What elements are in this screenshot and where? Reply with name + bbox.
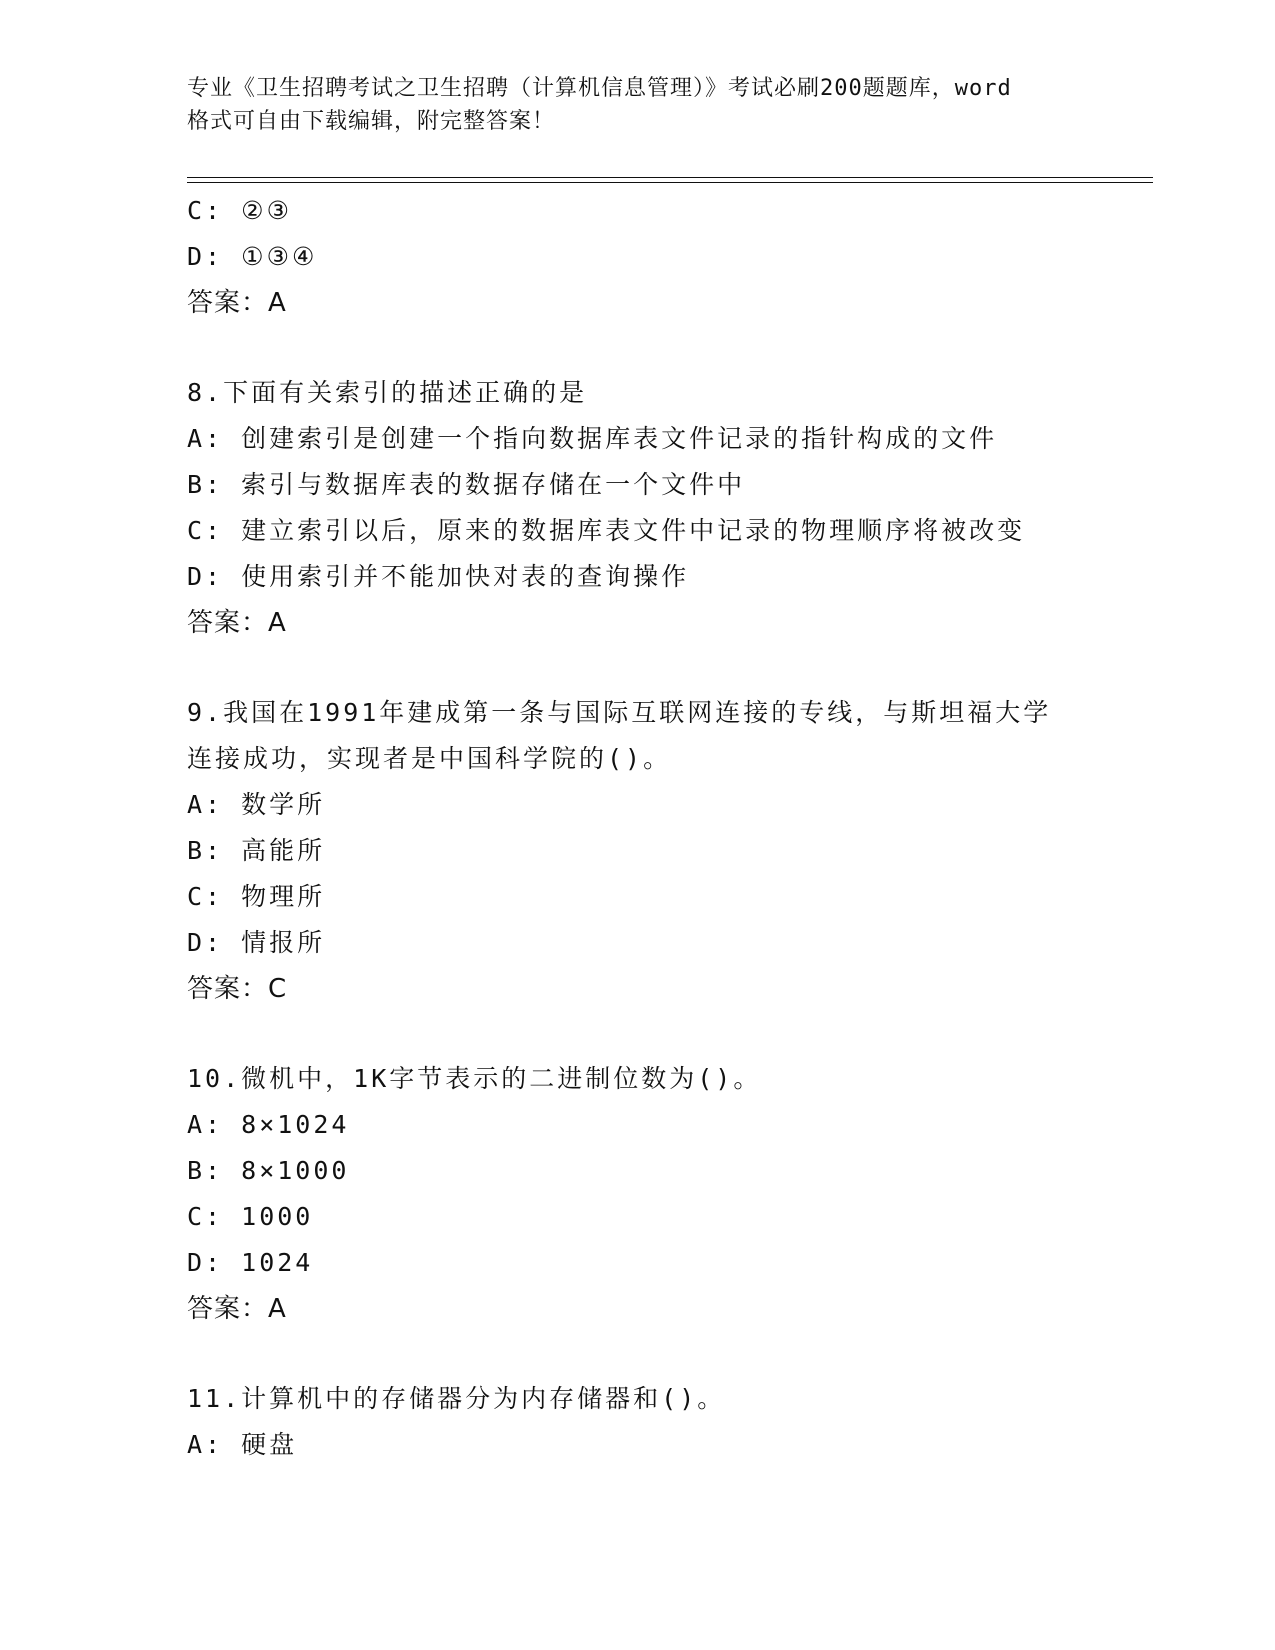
spacer [187, 1012, 1147, 1056]
question-10 [187, 1056, 1147, 1332]
question-9 [187, 690, 1147, 1012]
option-a: A: 硬盘 [187, 1430, 298, 1459]
option-a: A: 8×1024 [187, 1110, 350, 1139]
option-d: D: 使用索引并不能加快对表的查询操作 [187, 562, 690, 591]
document-header [187, 72, 1087, 138]
header-line-2: 格式可自由下载编辑，附完整答案！ [187, 109, 556, 134]
option-b: B: 8×1000 [187, 1156, 350, 1185]
option-c: C: 建立索引以后，原来的数据库表文件中记录的物理顺序将被改变 [187, 516, 1026, 545]
question-7-tail [187, 188, 1147, 326]
header-line-1: 专业《卫生招聘考试之卫生招聘（计算机信息管理）》考试必刷200题题库，word [187, 76, 1012, 101]
header-divider-bottom [187, 182, 1153, 183]
option-a: A: 数学所 [187, 790, 326, 819]
option-c: C: 物理所 [187, 882, 326, 911]
option-a: A: 创建索引是创建一个指向数据库表文件记录的指针构成的文件 [187, 424, 998, 453]
question-text: 10.微机中，1K字节表示的二进制位数为()。 [187, 1064, 762, 1093]
question-text-line-1: 9.我国在1991年建成第一条与国际互联网连接的专线，与斯坦福大学 [187, 698, 1052, 727]
question-text: 8.下面有关索引的描述正确的是 [187, 378, 588, 407]
option-c: C: ②③ [187, 196, 292, 225]
answer-label: 答案：A [187, 608, 287, 638]
header-divider-top [187, 177, 1153, 178]
option-c: C: 1000 [187, 1202, 314, 1231]
answer-label: 答案：A [187, 288, 287, 318]
answer-label: 答案：C [187, 974, 288, 1004]
question-list [187, 188, 1147, 1468]
option-d: D: 情报所 [187, 928, 326, 957]
question-8 [187, 370, 1147, 646]
spacer [187, 646, 1147, 690]
question-11 [187, 1376, 1147, 1468]
option-b: B: 高能所 [187, 836, 326, 865]
option-d: D: 1024 [187, 1248, 314, 1277]
question-text: 11.计算机中的存储器分为内存储器和()。 [187, 1384, 726, 1413]
spacer [187, 326, 1147, 370]
answer-label: 答案：A [187, 1294, 287, 1324]
question-text-line-2: 连接成功，实现者是中国科学院的()。 [187, 744, 672, 773]
option-b: B: 索引与数据库表的数据存储在一个文件中 [187, 470, 746, 499]
spacer [187, 1332, 1147, 1376]
option-d: D: ①③④ [187, 242, 318, 271]
